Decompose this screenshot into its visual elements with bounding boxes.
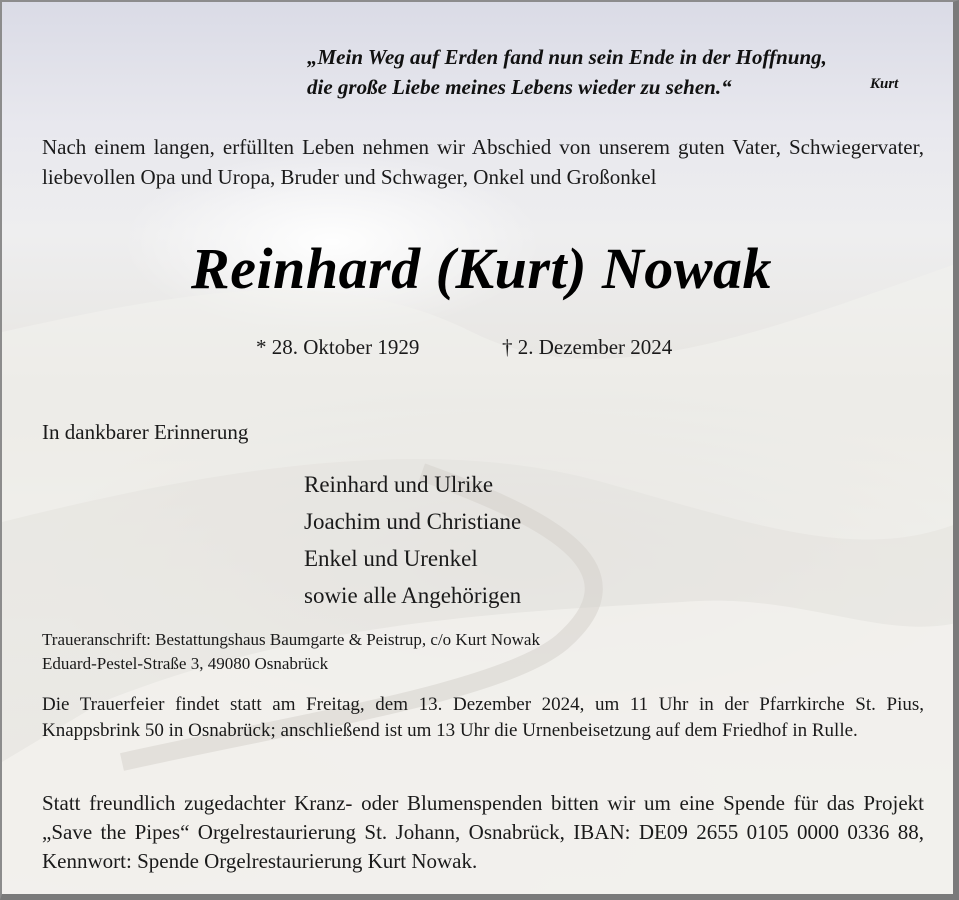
donation-info: Statt freundlich zugedachter Kranz- oder Blumenspenden bitten wir um eine Spende für das Projekt „Save the Pipes“ Orgelrestaurierung St. Johann, Osnabrück, IBAN: DE09 2655 0105 0000 0336 88, Kennwort: Spende Orgelrestaurierung Kurt Nowak. [42,791,924,873]
mourner-item: sowie alle Angehörigen [304,583,522,608]
address-line-2: Eduard-Pestel-Straße 3, 49080 Osnabrück [42,654,329,673]
intro-text: Nach einem langen, erfüllten Leben nehmen wir Abschied von unserem guten Vater, Schwiegervater, liebevollen Opa und Uropa, Bruder und Schwager, Onkel und Großonkel [42,135,924,189]
mourning-address [42,628,540,676]
mourners-list [304,466,521,614]
ceremony-info: Die Trauerfeier findet statt am Freitag, dem 13. Dezember 2024, um 11 Uhr in der Pfarrkirche St. Pius, Knappsbrink 50 in Osnabrück; anschließend ist um 13 Uhr die Urnenbeisetzung auf dem Friedhof in Rulle. [42,694,924,741]
mourner-item: Joachim und Christiane [304,509,522,534]
quote-line-1: „Mein Weg auf Erden fand nun sein Ende in der Hoffnung, [307,45,827,69]
quote [307,42,922,102]
mourner-item: Reinhard und Ulrike [304,472,494,497]
address-line-1: Traueranschrift: Bestattungshaus Baumgarte & Peistrup, c/o Kurt Nowak [42,630,540,649]
quote-line-2: die große Liebe meines Lebens wieder zu sehen.“ [307,75,732,99]
deceased-name: Reinhard (Kurt) Nowak [191,236,772,301]
memory-heading: In dankbarer Erinnerung [42,420,249,444]
birth-date: * 28. Oktober 1929 [256,335,420,359]
death-date: † 2. Dezember 2024 [502,335,673,359]
quote-author: Kurt [870,76,899,92]
mourner-item: Enkel und Urenkel [304,546,478,571]
